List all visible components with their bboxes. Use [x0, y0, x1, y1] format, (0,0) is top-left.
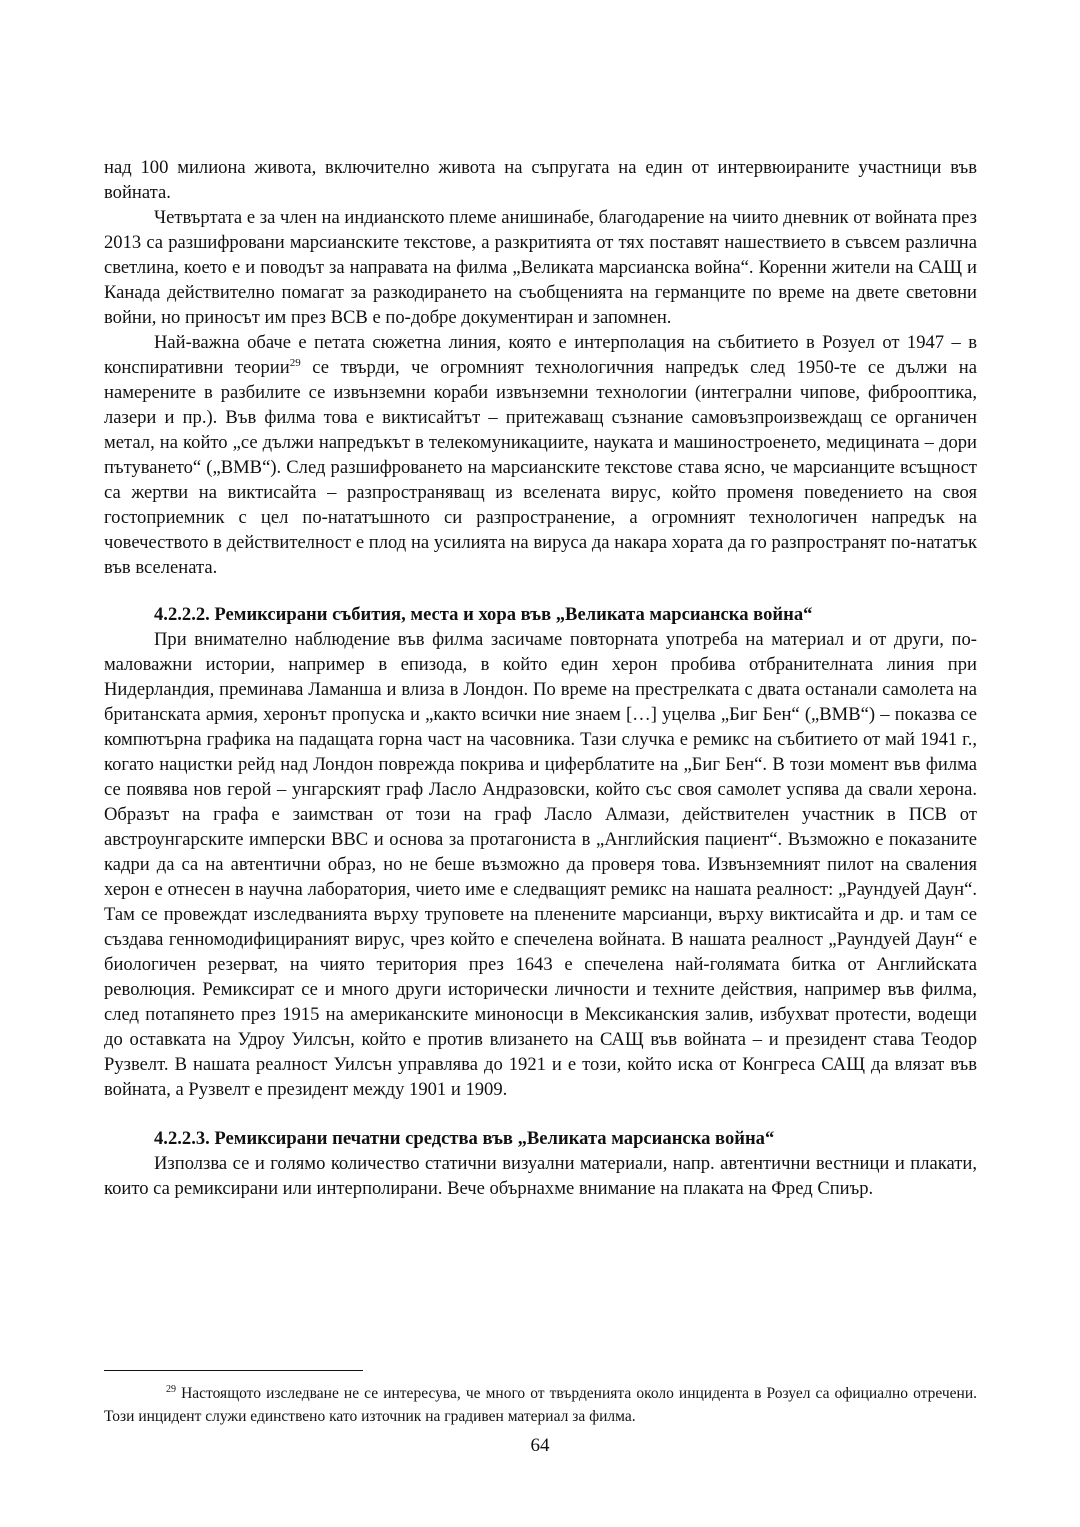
paragraph-remixed-events: При внимателно наблюдение във филма засичаме повторната употреба на материал и от други, по-маловажни истории, например в епизода, в който един херон пробива отбранителната линия при Нидерландия, преминава Ламанша и влиза в Лондон. По време на престрелката с двата останали самолета на британската армия, херонът пропуска и „както всички ние знаем […] уцелва „Биг Бен“ („ВМВ“) – показва се компютърна графика на падащата горна част на часовника. Тази случка е ремикс на събитието от май 1941 г., когато нацистки рейд над Лондон поврежда покрива и циферблатите на „Биг Бен“. В този момент във филма се появява нов герой – унгарският граф Ласло Андразовски, който със своя самолет успява да свали херона. Образът на графа е заимстван от този на граф Ласло Алмази, действителен участник в ПСВ от австроунгарските имперски ВВС и основа за протагониста в „Английския пациент“. Възможно е показаните кадри да са на автентични образ, но не беше възможно да проверя това. Извънземният пилот на сваления херон е отнесен в научна лаборатория, чието име е следващият ремикс на нашата реалност: „Раундуей Даун“. Там се провеждат изследванията върху труповете на пленените марсианци, върху виктисайта и др. и там се създава генномодифицираният вирус, чрез който е спечелена войната. В нашата реалност „Раундуей Даун“ е биологичен резерват, на чиято територия през 1643 е спечелена най-голямата битка от Английската революция. Ремиксират се и много други исторически личности и техните действия, например във филма, след потапянето през 1915 на американските миноносци в Мексиканския залив, избухват протести, водещи до оставката на Удроу Уилсън, който е против влизането на САЩ във войната – и президент става Теодор Рузвелт. В нашата реалност Уилсън управлява до 1921 и е този, който иска от Конгреса САЩ да влязат във войната, а Рузвелт е президент между 1901 и 1909. — [104, 629, 977, 1100]
paragraph-fourth-storyline: Четвъртата е за член на индианското племе анишинабе, благодарение на чиито дневник от войната през 2013 са разшифровани марсианските текстове, а разкритията от тях поставят нашествието в съвсем различна светлина, което е и поводът за направата на филма „Великата марсианска война“. Коренни жители на САЩ и Канада действително помагат за разкодирането на съобщенията на германците по време на двете световни войни, но приносът им през ВСВ е по-добре документиран и запомнен. — [104, 207, 977, 328]
footnote-reference[interactable]: 29 — [289, 356, 301, 369]
page-number: 64 — [530, 1435, 550, 1456]
paragraph-remixed-print: Използва се и голямо количество статични визуални материали, напр. автентични вестници и плакати, които са ремиксирани или интерполирани. Вече обърнахме внимание на плаката на Фред Спиър. — [104, 1153, 977, 1199]
paragraph-text-after-footnote: се твърди, че огромният технологичния напредък след 1950-те се дължи на намерените в разбилите се извънземни кораби извънземни технологии (интегрални чипове, фиброоптика, лазери и пр.). Във филма това е виктисайтът – притежаващ съзнание самовъзпроизвеждащ се органичен метал, на който „се дължи напредъкът в телекомуникациите, науката и машиностроенето, медицината – дори пътуването“ („ВМВ“). След разшифроването на марсианските текстове става ясно, че марсианците всъщност са жертви на виктисайта – разпространяващ из вселената вирус, който променя поведението на своя гостоприемник с цел по-нататъшното си разпространение, а огромният технологичен напредък на човечеството в действителност е плод на усилията на вируса да накара хората да го разпространят по-нататък във вселената. — [104, 357, 978, 578]
paragraph-text-before-footnote: Най-важна обаче е петата сюжетна линия, която е интерполация на събитието в Розуел от 1947 – в конспиративни теории — [104, 332, 977, 378]
footnote-text: Настоящото изследване не се интересува, че много от твърденията около инцидента в Розуел са официално отречени. Този инцидент служи единствено като източник на градивен материал за филма. — [104, 1385, 977, 1425]
page-body — [104, 155, 977, 1201]
footnote-number: 29 — [166, 1383, 176, 1395]
footnote-divider — [104, 1370, 363, 1371]
paragraph-continuation: над 100 милиона живота, включително живота на съпругата на един от интервюираните участници във войната. — [104, 157, 977, 203]
section-heading-remixed-print: 4.2.2.3. Ремиксирани печатни средства във „Великата марсианска война“ — [154, 1128, 775, 1149]
paragraph-fifth-storyline — [104, 330, 977, 580]
footnote — [104, 1382, 977, 1428]
section-heading-remixed-events: 4.2.2.2. Ремиксирани събития, места и хора във „Великата марсианска война“ — [154, 604, 813, 625]
